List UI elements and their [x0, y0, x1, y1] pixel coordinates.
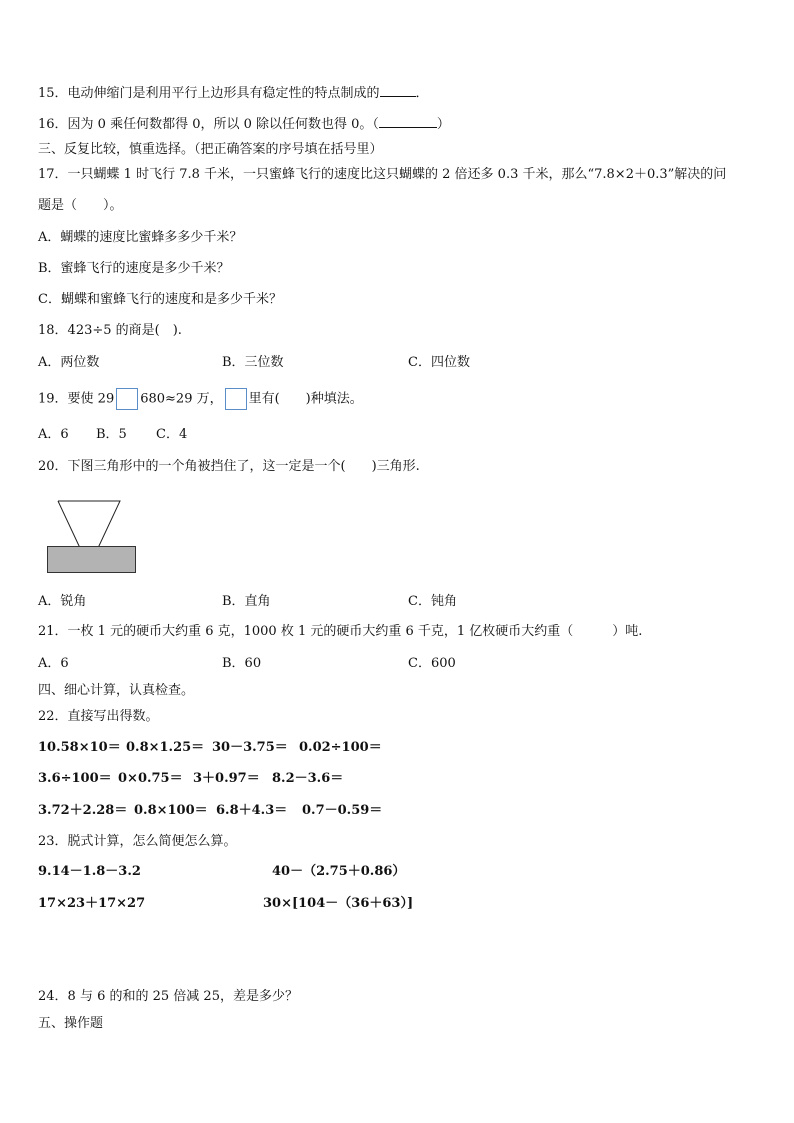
q20-option-c[interactable]: C．钝角 — [408, 594, 457, 609]
question-21: 21．一枚 1 元的硬币大约重 6 克，1000 枚 1 元的硬币大约重 6 千克，1 亿枚硬币大约重（ ）吨. — [38, 624, 643, 639]
answer-blank[interactable] — [380, 84, 416, 97]
q20-option-a[interactable]: A．锐角 — [38, 594, 87, 609]
q21-option-b[interactable]: B．60 — [222, 656, 262, 671]
q18-option-c[interactable]: C．四位数 — [408, 355, 470, 370]
question-17-line2: 题是（ ）。 — [38, 198, 123, 213]
digit-box[interactable] — [225, 388, 247, 410]
section-heading-5: 五、操作题 — [38, 1016, 104, 1031]
q21-option-c[interactable]: C．600 — [408, 656, 456, 671]
expression: 40－（2.75＋0.86） — [272, 864, 406, 879]
q19-option-b[interactable]: B．5 — [96, 427, 127, 442]
calc-item: 30－3.75＝ — [212, 740, 288, 755]
q21-option-a[interactable]: A．6 — [38, 656, 69, 671]
question-19: 19．要使 29 680≈29 万， 里有( )种填法。 — [38, 388, 363, 411]
calc-item: 3＋0.97＝ — [193, 771, 260, 786]
digit-box[interactable] — [116, 388, 138, 410]
answer-blank[interactable] — [379, 115, 437, 128]
q18-option-a[interactable]: A．两位数 — [38, 355, 100, 370]
q19-option-c[interactable]: C．4 — [156, 427, 188, 442]
covering-rectangle — [48, 547, 136, 573]
q15-text: 15．电动伸缩门是利用平行上边形具有稳定性的特点制成的 — [38, 86, 380, 101]
calc-item: 10.58×10＝ — [38, 740, 121, 755]
calc-item: 8.2－3.6＝ — [272, 771, 344, 786]
calc-item: 0.02÷100＝ — [299, 740, 382, 755]
question-16: 16．因为 0 乘任何数都得 0，所以 0 除以任何数也得 0。（ ） — [38, 117, 450, 132]
question-20: 20．下图三角形中的一个角被挡住了，这一定是一个( )三角形. — [38, 459, 420, 474]
calc-item: 3.6÷100＝ — [38, 771, 112, 786]
q20-option-b[interactable]: B．直角 — [222, 594, 271, 609]
question-15: 15．电动伸缩门是利用平行上边形具有稳定性的特点制成的 ． — [38, 86, 429, 101]
question-22-title: 22．直接写出得数。 — [38, 709, 159, 724]
expression: 17×23＋17×27 — [38, 896, 146, 911]
calc-item: 6.8＋4.3＝ — [216, 803, 288, 818]
partial-triangle — [58, 501, 120, 548]
calc-item: 3.72＋2.28＝ — [38, 803, 128, 818]
q19-option-a[interactable]: A．6 — [38, 427, 69, 442]
calc-item: 0.8×1.25＝ — [126, 740, 205, 755]
question-24: 24．8 与 6 的和的 25 倍减 25，差是多少？ — [38, 989, 298, 1004]
q18-option-b[interactable]: B．三位数 — [222, 355, 284, 370]
triangle-side — [58, 501, 80, 548]
q16-text: 16．因为 0 乘任何数都得 0，所以 0 除以任何数也得 0。（ — [38, 117, 379, 132]
calc-item: 0.8×100＝ — [134, 803, 208, 818]
section-heading-4: 四、细心计算，认真检查。 — [38, 683, 195, 698]
expression: 30×[104－（36＋63）] — [263, 896, 414, 911]
triangle-figure — [44, 496, 140, 576]
question-23-title: 23．脱式计算，怎么简便怎么算。 — [38, 834, 237, 849]
section-heading-3: 三、反复比较，慎重选择。（把正确答案的序号填在括号里） — [38, 142, 383, 157]
q17-option-b[interactable]: B．蜜蜂飞行的速度是多少千米？ — [38, 261, 230, 276]
calc-item: 0×0.75＝ — [118, 771, 183, 786]
expression: 9.14－1.8－3.2 — [38, 864, 141, 879]
q17-option-c[interactable]: C．蝴蝶和蜜蜂飞行的速度和是多少千米？ — [38, 292, 282, 307]
question-17-line1: 17．一只蝴蝶 1 时飞行 7.8 千米，一只蜜蜂飞行的速度比这只蝴蝶的 2 倍还多 0.3 千米，那么“7.8×2＋0.3”解决的问 — [38, 167, 727, 182]
question-18: 18．423÷5 的商是( ). — [38, 323, 182, 338]
q17-option-a[interactable]: A．蝴蝶的速度比蜜蜂多多少千米？ — [38, 230, 243, 245]
calc-item: 0.7－0.59＝ — [302, 803, 383, 818]
